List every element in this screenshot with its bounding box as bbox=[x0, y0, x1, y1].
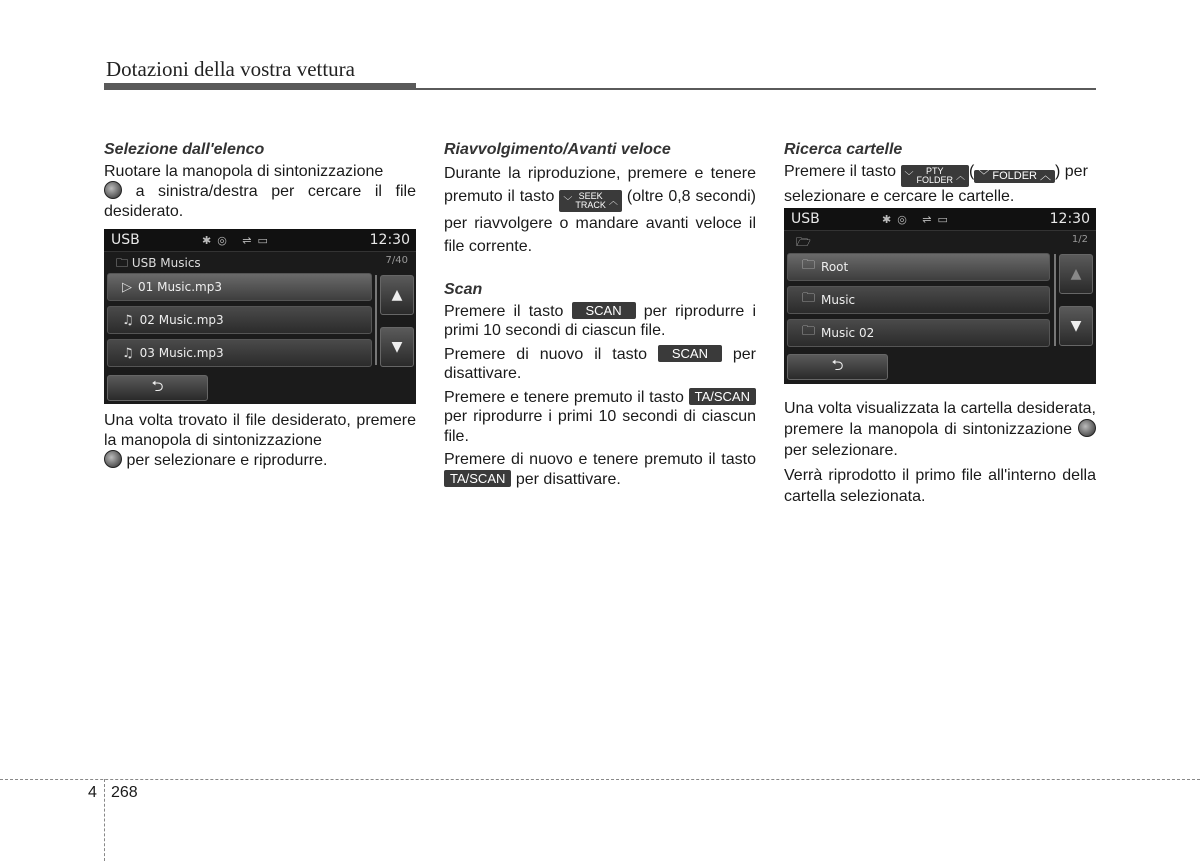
text: Ruotare la manopola di sintonizzazione bbox=[104, 162, 384, 180]
music-note-icon: ♫ bbox=[122, 312, 134, 328]
tune-knob-icon bbox=[104, 181, 122, 199]
text: a sinistra/destra per cercare il file desiderato. bbox=[104, 183, 416, 220]
folder-row bbox=[784, 231, 1096, 251]
folder-icon: 🗀 bbox=[802, 324, 816, 339]
item-label: 03 Music.mp3 bbox=[139, 346, 224, 360]
chevron-down-icon: ﹀ bbox=[563, 195, 573, 206]
folder-icon: 🗀 bbox=[116, 256, 129, 270]
paragraph bbox=[104, 411, 416, 471]
paragraph bbox=[444, 302, 756, 341]
usb-folder-screen bbox=[784, 208, 1096, 384]
list-item[interactable] bbox=[787, 286, 1050, 314]
ta-scan-key: TA/SCAN bbox=[689, 388, 756, 405]
section-heading: Selezione dall'elenco bbox=[104, 141, 265, 158]
back-button[interactable] bbox=[787, 354, 888, 380]
folder-row bbox=[104, 252, 416, 272]
page-header-title: Dotazioni della vostra vettura bbox=[106, 57, 355, 81]
section-heading: Ricerca cartelle bbox=[784, 141, 903, 158]
source-label: USB bbox=[111, 232, 140, 248]
paragraph bbox=[444, 345, 756, 384]
triangle-down-icon: ▼ bbox=[391, 339, 403, 355]
section-heading: Riavvolgimento/Avanti veloce bbox=[444, 141, 671, 158]
key-label: TRACK bbox=[575, 200, 606, 210]
paragraph: Premere il tasto ﹀ PTY FOLDER ︿ ( ﹀ FOLDER ︿ ) per selezionare e cercare le cartelle. bbox=[784, 162, 1088, 205]
scrollbar[interactable] bbox=[1054, 254, 1056, 346]
tune-knob-icon bbox=[1078, 419, 1096, 437]
paragraph bbox=[444, 388, 756, 447]
text: per riprodurre i primi 10 secondi di ciascun file. bbox=[444, 302, 757, 339]
back-button[interactable] bbox=[107, 375, 208, 401]
chevron-down-icon: ﹀ bbox=[904, 170, 914, 181]
folder-count: 1/2 bbox=[1071, 234, 1088, 245]
screen-status-bar bbox=[104, 229, 416, 252]
item-label: Music bbox=[821, 293, 856, 307]
screen-status-bar bbox=[784, 208, 1096, 231]
back-arrow-icon: ⮌ bbox=[831, 355, 844, 374]
column-selection-list-continued bbox=[104, 411, 416, 475]
text: per disattivare. bbox=[515, 470, 621, 488]
text: Premere il tasto bbox=[444, 302, 564, 320]
folder-icon: 🗀 bbox=[802, 258, 816, 273]
item-label: 01 Music.mp3 bbox=[138, 280, 222, 294]
column-rewind-scan bbox=[444, 140, 756, 493]
tune-knob-icon bbox=[104, 450, 122, 468]
music-note-icon: ♫ bbox=[122, 345, 134, 361]
key-label: PTY bbox=[926, 166, 944, 176]
paragraph: Verrà riprodotto il primo file all'interno della cartella selezionata. bbox=[784, 467, 1096, 505]
text: per selezionare e cercare le cartelle. bbox=[784, 162, 1088, 205]
paragraph bbox=[444, 162, 756, 259]
text: per riprodurre i primi 10 secondi di ciascun file. bbox=[444, 408, 756, 445]
paragraph bbox=[104, 162, 416, 222]
text: Premere di nuovo e tenere premuto il tasto bbox=[444, 451, 756, 468]
key-label: FOLDER bbox=[992, 169, 1037, 182]
folder-label bbox=[116, 254, 201, 275]
text: per selezionare e riprodurre. bbox=[126, 452, 328, 469]
play-icon: ▷ bbox=[122, 279, 132, 295]
triangle-down-icon: ▼ bbox=[1070, 318, 1082, 334]
chevron-up-icon: ︿ bbox=[1040, 169, 1051, 182]
paragraph bbox=[444, 450, 756, 489]
folder-key bbox=[974, 170, 1055, 183]
footer-rule bbox=[0, 779, 1200, 780]
text: Una volta visualizzata la cartella desiderata, premere la manopola di sintonizzazione bbox=[784, 400, 1096, 438]
scroll-up-button[interactable] bbox=[1059, 254, 1093, 294]
back-arrow-icon: ⮌ bbox=[151, 376, 164, 395]
folder-icon: 🗀 bbox=[802, 291, 816, 306]
column-folder-search bbox=[784, 140, 1096, 211]
key-label: SEEK bbox=[578, 191, 603, 201]
status-icons: ✱◎ ⇌▭ bbox=[202, 234, 274, 247]
text: (oltre 0,8 secondi) per riavvolgere o mandare avanti veloce il file corrente. bbox=[444, 187, 756, 255]
list-item[interactable] bbox=[787, 253, 1050, 281]
list-item[interactable] bbox=[787, 319, 1050, 347]
footer-divider bbox=[104, 779, 105, 861]
status-icons: ✱◎ ⇌▭ bbox=[882, 213, 954, 226]
chevron-up-icon: ︿ bbox=[956, 170, 966, 181]
key-label: FOLDER bbox=[916, 175, 954, 185]
text: Una volta trovato il file desiderato, premere la manopola di sintonizzazione bbox=[104, 412, 416, 449]
scroll-down-button[interactable] bbox=[1059, 306, 1093, 346]
clock: 12:30 bbox=[1049, 211, 1090, 227]
folder-name: USB Musics bbox=[131, 256, 201, 270]
list-item[interactable] bbox=[107, 273, 372, 301]
text: per selezionare. bbox=[784, 442, 898, 459]
scan-key: SCAN bbox=[658, 345, 722, 362]
column-folder-search-continued bbox=[784, 398, 1096, 511]
item-label: Music 02 bbox=[821, 326, 875, 340]
pty-folder-key bbox=[901, 165, 970, 187]
chevron-down-icon: ﹀ bbox=[978, 169, 990, 182]
chapter-number: 4 bbox=[88, 784, 97, 801]
usb-list-screen bbox=[104, 229, 416, 404]
list-item[interactable] bbox=[107, 339, 372, 367]
chevron-up-icon: ︿ bbox=[608, 195, 618, 206]
scroll-down-button[interactable] bbox=[380, 327, 414, 367]
source-label: USB bbox=[791, 211, 820, 227]
text: Premere e tenere premuto il tasto bbox=[444, 388, 684, 406]
list-item[interactable] bbox=[107, 306, 372, 334]
header-rule-thin bbox=[416, 88, 1096, 90]
paragraph bbox=[784, 398, 1096, 461]
text: per disattivare. bbox=[444, 345, 756, 382]
text: Durante la riproduzione, premere e tenere premuto il tasto bbox=[444, 164, 756, 205]
scroll-up-button[interactable] bbox=[380, 275, 414, 315]
triangle-up-icon: ▲ bbox=[1070, 266, 1082, 282]
item-label: 02 Music.mp3 bbox=[139, 313, 224, 327]
column-selection-list bbox=[104, 140, 416, 225]
folder-open-icon: 🗁 bbox=[796, 235, 811, 249]
scan-key: SCAN bbox=[572, 302, 636, 319]
header-rule-dark bbox=[104, 83, 416, 90]
item-label: Root bbox=[821, 260, 849, 274]
text: Premere di nuovo il tasto bbox=[444, 345, 647, 363]
text: Premere il tasto bbox=[784, 162, 897, 180]
clock: 12:30 bbox=[369, 232, 410, 248]
track-count: 7/40 bbox=[385, 255, 408, 266]
seek-track-key bbox=[559, 190, 622, 212]
section-heading: Scan bbox=[444, 281, 483, 298]
triangle-up-icon: ▲ bbox=[391, 287, 403, 303]
page-number: 268 bbox=[111, 784, 138, 801]
scrollbar[interactable] bbox=[375, 275, 377, 365]
ta-scan-key: TA/SCAN bbox=[444, 470, 511, 487]
